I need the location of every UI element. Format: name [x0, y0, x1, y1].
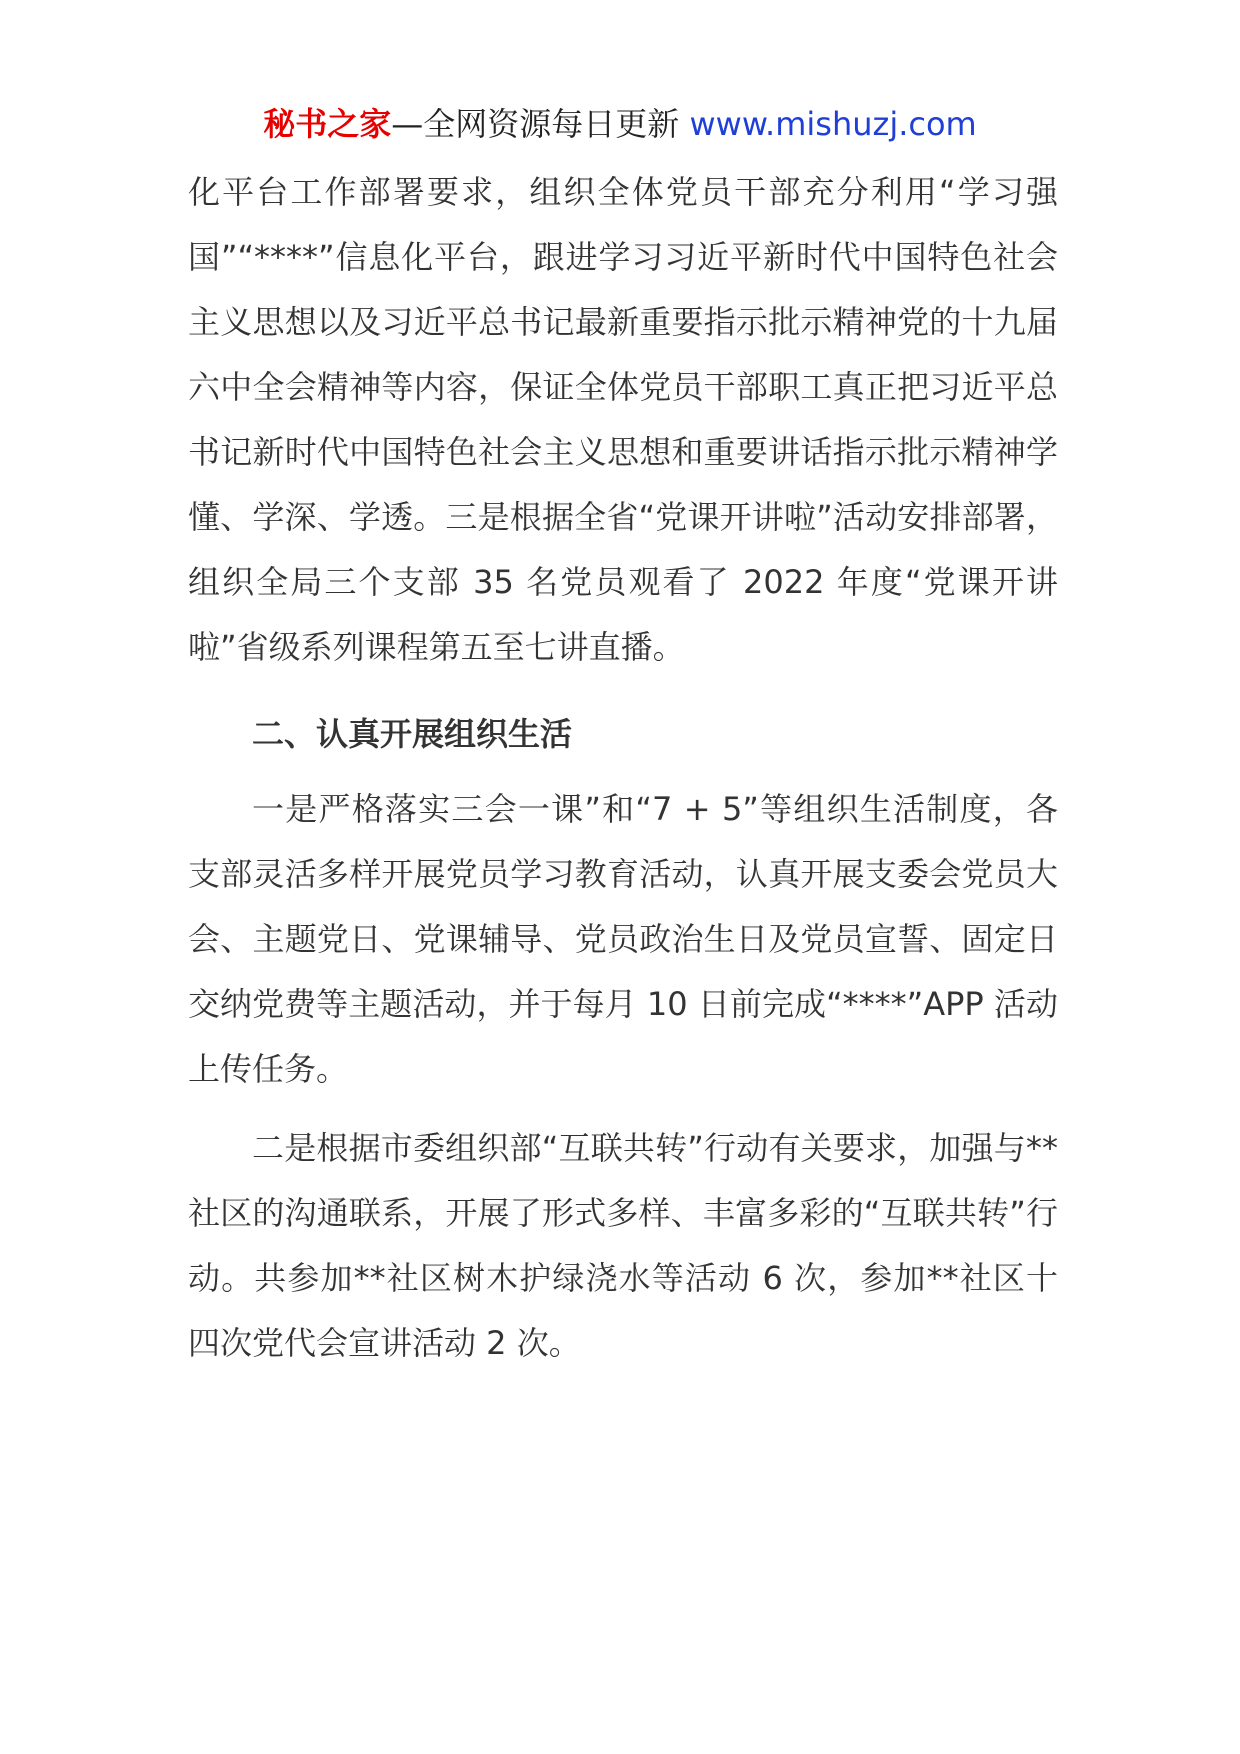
document-body: [188, 160, 1058, 1376]
site-url-link[interactable]: www.mishuzj.com: [689, 105, 977, 143]
header-tagline: —全网资源每日更新: [391, 105, 690, 143]
page-header: [0, 100, 1240, 148]
brand-name: 秘书之家: [263, 105, 392, 143]
paragraph-continued: 化平台工作部署要求，组织全体党员干部充分利用“学习强国”“****”信息化平台，跟进学习习近平新时代中国特色社会主义思想以及习近平总书记最新重要指示批示精神党的十九届六中全会精神等内容，保证全体党员干部职工真正把习近平总书记新时代中国特色社会主义思想和重要讲话指示批示精神学懂、学深、学透。三是根据全省“党课开讲啦”活动安排部署，组织全局三个支部 35 名党员观看了 2022 年度“党课开讲啦”省级系列课程第五至七讲直播。: [188, 173, 1058, 666]
paragraph-organization-life-2: 二是根据市委组织部“互联共转”行动有关要求，加强与**社区的沟通联系，开展了形式多样、丰富多彩的“互联共转”行动。共参加**社区树木护绿浇水等活动 6 次，参加**社区十四次党代会宣讲活动 2 次。: [188, 1129, 1058, 1362]
section-heading: 二、认真开展组织生活: [252, 715, 573, 753]
paragraph-organization-life-1: 一是严格落实三会一课”和“7 + 5”等组织生活制度，各支部灵活多样开展党员学习教育活动，认真开展支委会党员大会、主题党日、党课辅导、党员政治生日及党员宣誓、固定日交纳党费等主题活动，并于每月 10 日前完成“****”APP 活动上传任务。: [188, 790, 1058, 1088]
